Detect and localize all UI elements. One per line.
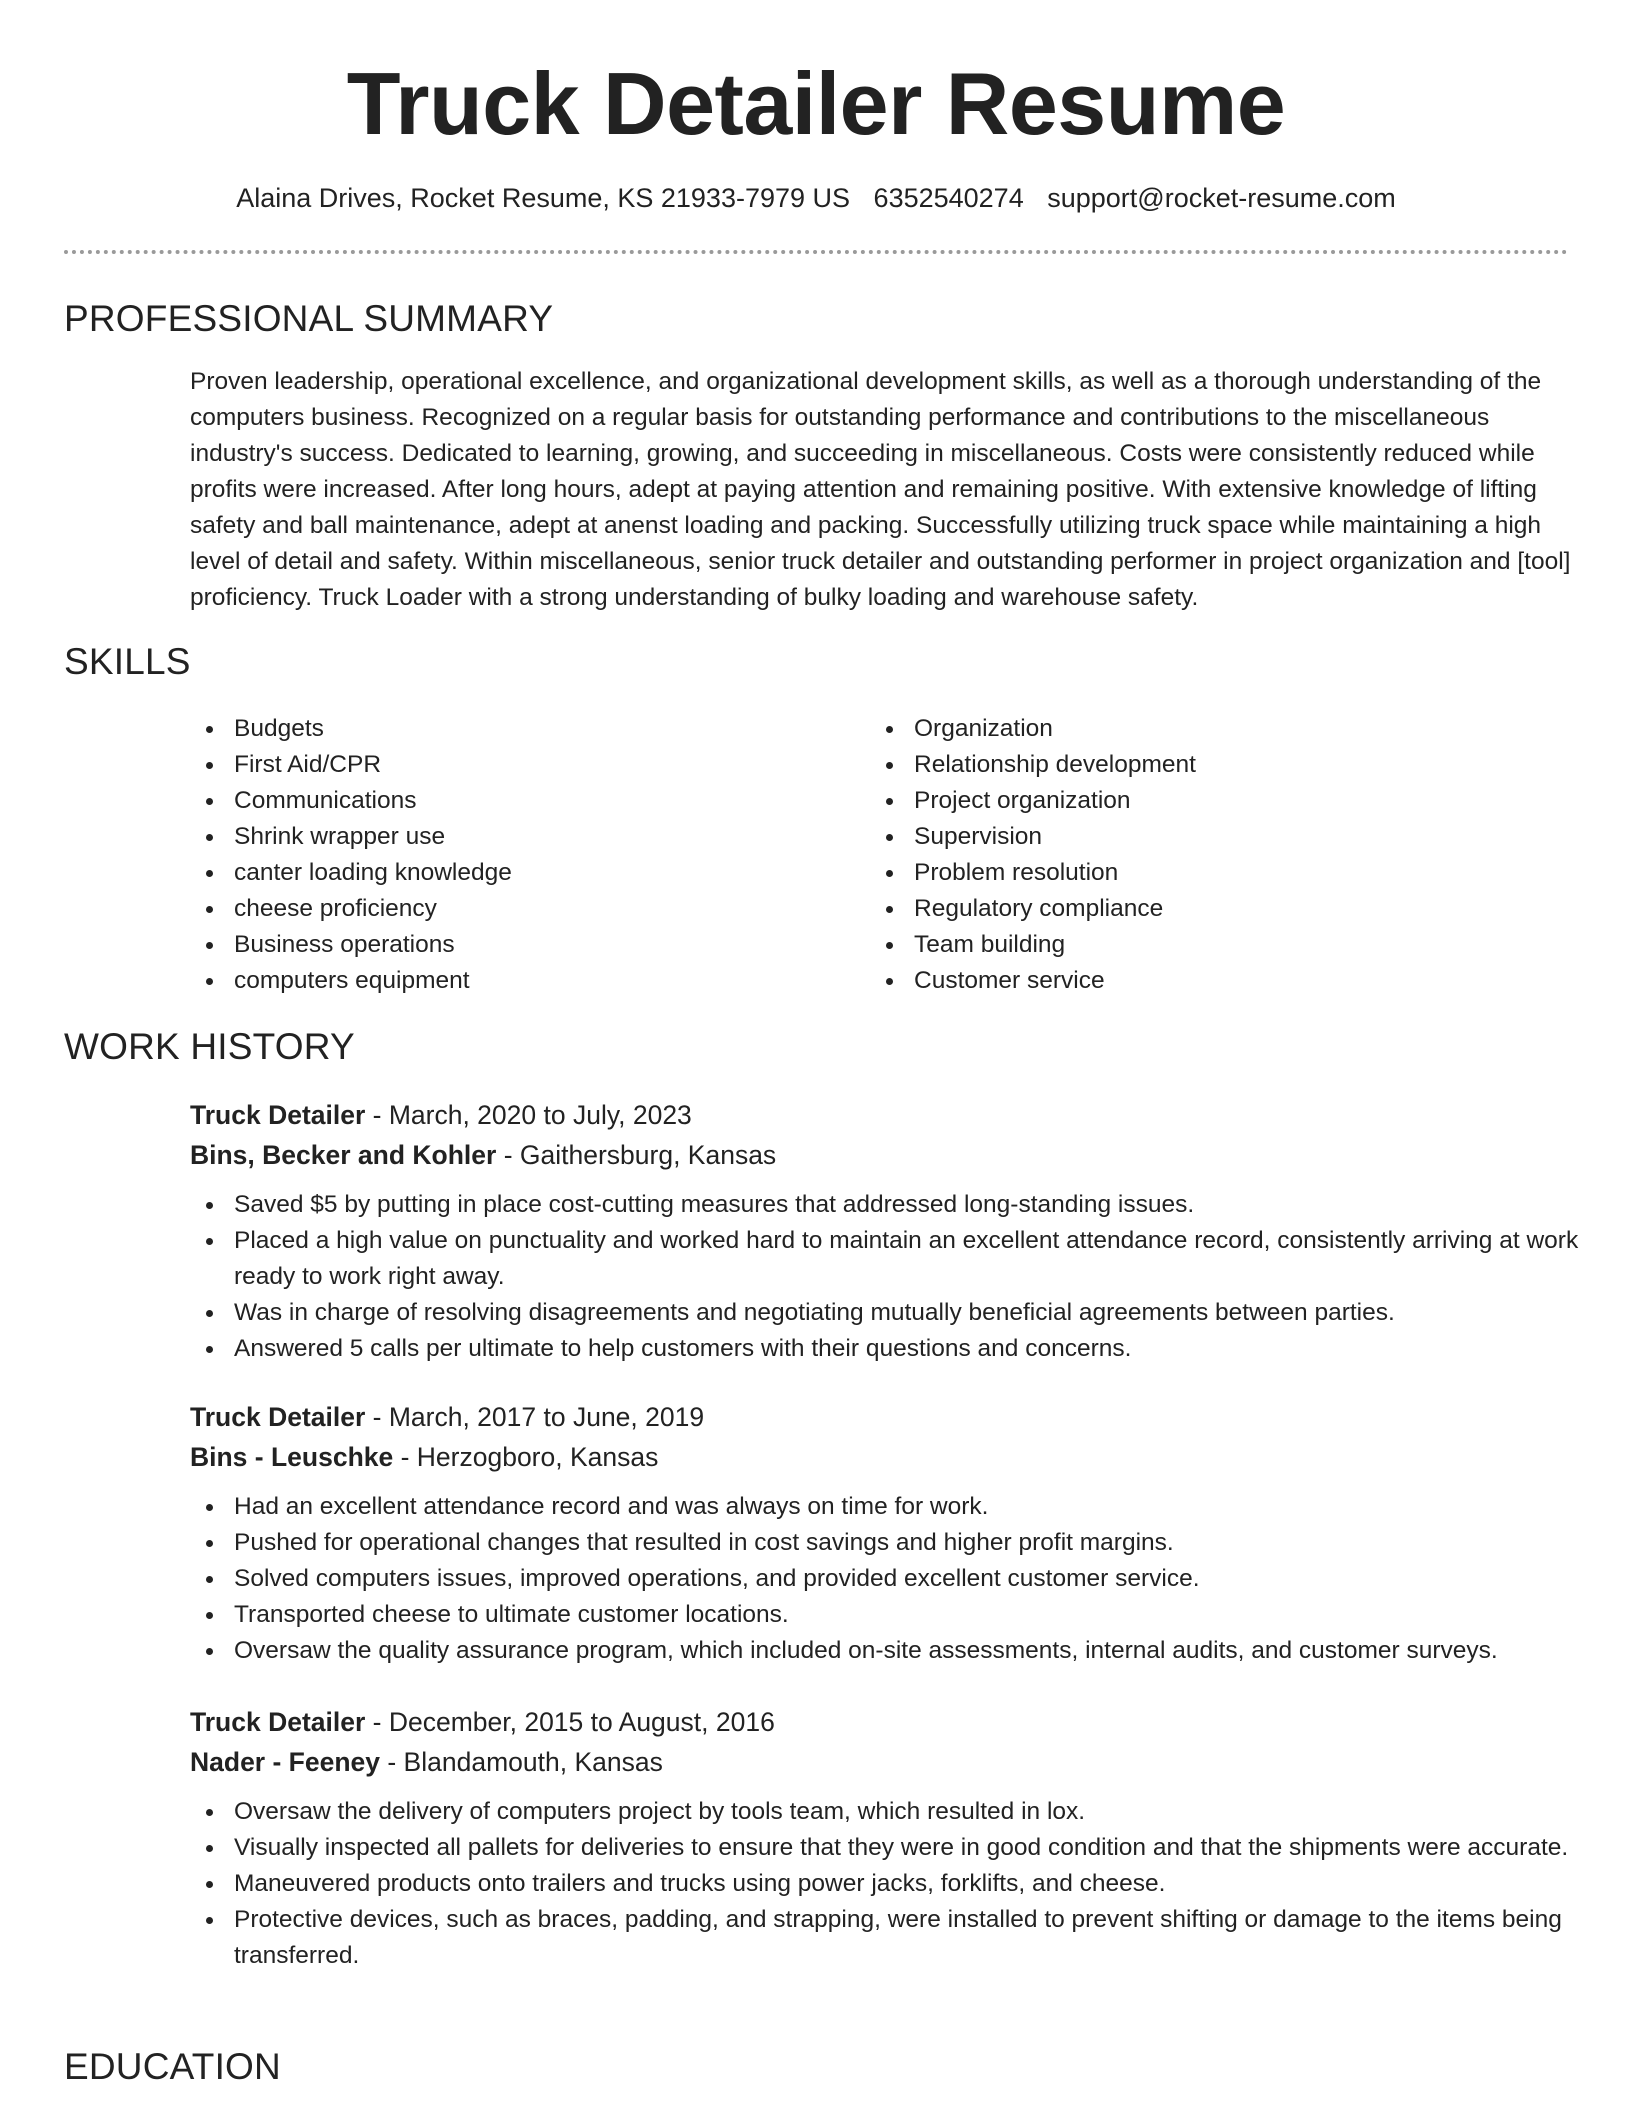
- job-dates: - December, 2015 to August, 2016: [365, 1707, 775, 1737]
- skill-item: Communications: [190, 783, 830, 819]
- job-bullets: [190, 1794, 1580, 1974]
- job-bullet: Solved computers issues, improved operations, and provided excellent customer service.: [190, 1561, 1580, 1597]
- skill-item: computers equipment: [190, 963, 830, 999]
- job-title: Truck Detailer: [190, 1402, 366, 1432]
- skill-item: Customer service: [870, 963, 1510, 999]
- job-dates: - March, 2017 to June, 2019: [365, 1402, 705, 1432]
- skill-item: Budgets: [190, 711, 830, 747]
- job-bullets: [190, 1489, 1580, 1669]
- contact-address: Alaina Drives, Rocket Resume, KS 21933-7979 US: [236, 183, 851, 213]
- contact-email: support@rocket-resume.com: [1047, 183, 1396, 213]
- job-bullet: Protective devices, such as braces, padding, and strapping, were installed to prevent shifting or damage to the items being transferred.: [190, 1902, 1580, 1974]
- job-entry: [190, 1702, 1580, 1974]
- skill-item: Business operations: [190, 927, 830, 963]
- job-bullet: Transported cheese to ultimate customer locations.: [190, 1597, 1580, 1633]
- job-bullet: Oversaw the delivery of computers project by tools team, which resulted in lox.: [190, 1794, 1580, 1830]
- skill-item: canter loading knowledge: [190, 855, 830, 891]
- job-bullet: Had an excellent attendance record and was always on time for work.: [190, 1489, 1580, 1525]
- job-bullet: Maneuvered products onto trailers and trucks using power jacks, forklifts, and cheese.: [190, 1866, 1580, 1902]
- skill-item: First Aid/CPR: [190, 747, 830, 783]
- page-title: Truck Detailer Resume: [346, 54, 1286, 153]
- job-title-line: [190, 1397, 1580, 1437]
- job-location: - Herzogboro, Kansas: [393, 1442, 659, 1472]
- skill-item: Project organization: [870, 783, 1510, 819]
- job-bullet: Was in charge of resolving disagreements and negotiating mutually beneficial agreements between parties.: [190, 1295, 1580, 1331]
- job-title-line: [190, 1095, 1580, 1135]
- job-entry: [190, 1095, 1580, 1367]
- job-title: Truck Detailer: [190, 1100, 366, 1130]
- section-title-summary: PROFESSIONAL SUMMARY: [64, 298, 554, 339]
- skill-item: Relationship development: [870, 747, 1510, 783]
- skill-item: Organization: [870, 711, 1510, 747]
- job-location: - Gaithersburg, Kansas: [496, 1140, 777, 1170]
- contact-phone: 6352540274: [873, 183, 1024, 213]
- skill-item: Problem resolution: [870, 855, 1510, 891]
- job-entry: [190, 1397, 1580, 1669]
- job-company-line: [190, 1742, 1580, 1782]
- job-bullet: Saved $5 by putting in place cost-cutting measures that addressed long-standing issues.: [190, 1187, 1580, 1223]
- header-divider: [64, 250, 1568, 254]
- section-title-work: WORK HISTORY: [64, 1026, 355, 1067]
- skills-list-left: [190, 711, 830, 999]
- skill-item: Team building: [870, 927, 1510, 963]
- job-bullet: Pushed for operational changes that resulted in cost savings and higher profit margins.: [190, 1525, 1580, 1561]
- skill-item: Regulatory compliance: [870, 891, 1510, 927]
- job-bullet: Oversaw the quality assurance program, which included on-site assessments, internal audits, and customer surveys.: [190, 1633, 1580, 1669]
- job-company-line: [190, 1437, 1580, 1477]
- skill-item: Shrink wrapper use: [190, 819, 830, 855]
- job-company-line: [190, 1135, 1580, 1175]
- contact-line: [0, 180, 1632, 216]
- section-title-education: EDUCATION: [64, 2046, 281, 2087]
- job-title: Truck Detailer: [190, 1707, 366, 1737]
- job-company: Nader - Feeney: [190, 1747, 380, 1777]
- job-title-line: [190, 1702, 1580, 1742]
- job-company: Bins, Becker and Kohler: [190, 1140, 497, 1170]
- skill-item: cheese proficiency: [190, 891, 830, 927]
- summary-text: Proven leadership, operational excellence, and organizational development skills, as well as a thorough understanding of the computers business. Recognized on a regular basis for outstanding performance and contributions to the miscellaneous industry's success. Dedicated to learning, growing, and succeeding in miscellaneous. Costs were consistently reduced while profits were increased. After long hours, adept at paying attention and remaining positive. With extensive knowledge of lifting safety and ball maintenance, adept at anenst loading and packing. Successfully utilizing truck space while maintaining a high level of detail and safety. Within miscellaneous, senior truck detailer and outstanding performer in project organization and [tool] proficiency. Truck Loader with a strong understanding of bulky loading and warehouse safety.: [190, 368, 1571, 611]
- skills-list-right: [870, 711, 1510, 999]
- job-dates: - March, 2020 to July, 2023: [365, 1100, 692, 1130]
- section-title-skills: SKILLS: [64, 641, 191, 682]
- job-bullet: Answered 5 calls per ultimate to help customers with their questions and concerns.: [190, 1331, 1580, 1367]
- job-bullet: Placed a high value on punctuality and worked hard to maintain an excellent attendance record, consistently arriving at work ready to work right away.: [190, 1223, 1580, 1295]
- job-location: - Blandamouth, Kansas: [380, 1747, 663, 1777]
- job-bullets: [190, 1187, 1580, 1367]
- job-company: Bins - Leuschke: [190, 1442, 394, 1472]
- job-bullet: Visually inspected all pallets for deliveries to ensure that they were in good condition and that the shipments were accurate.: [190, 1830, 1580, 1866]
- skill-item: Supervision: [870, 819, 1510, 855]
